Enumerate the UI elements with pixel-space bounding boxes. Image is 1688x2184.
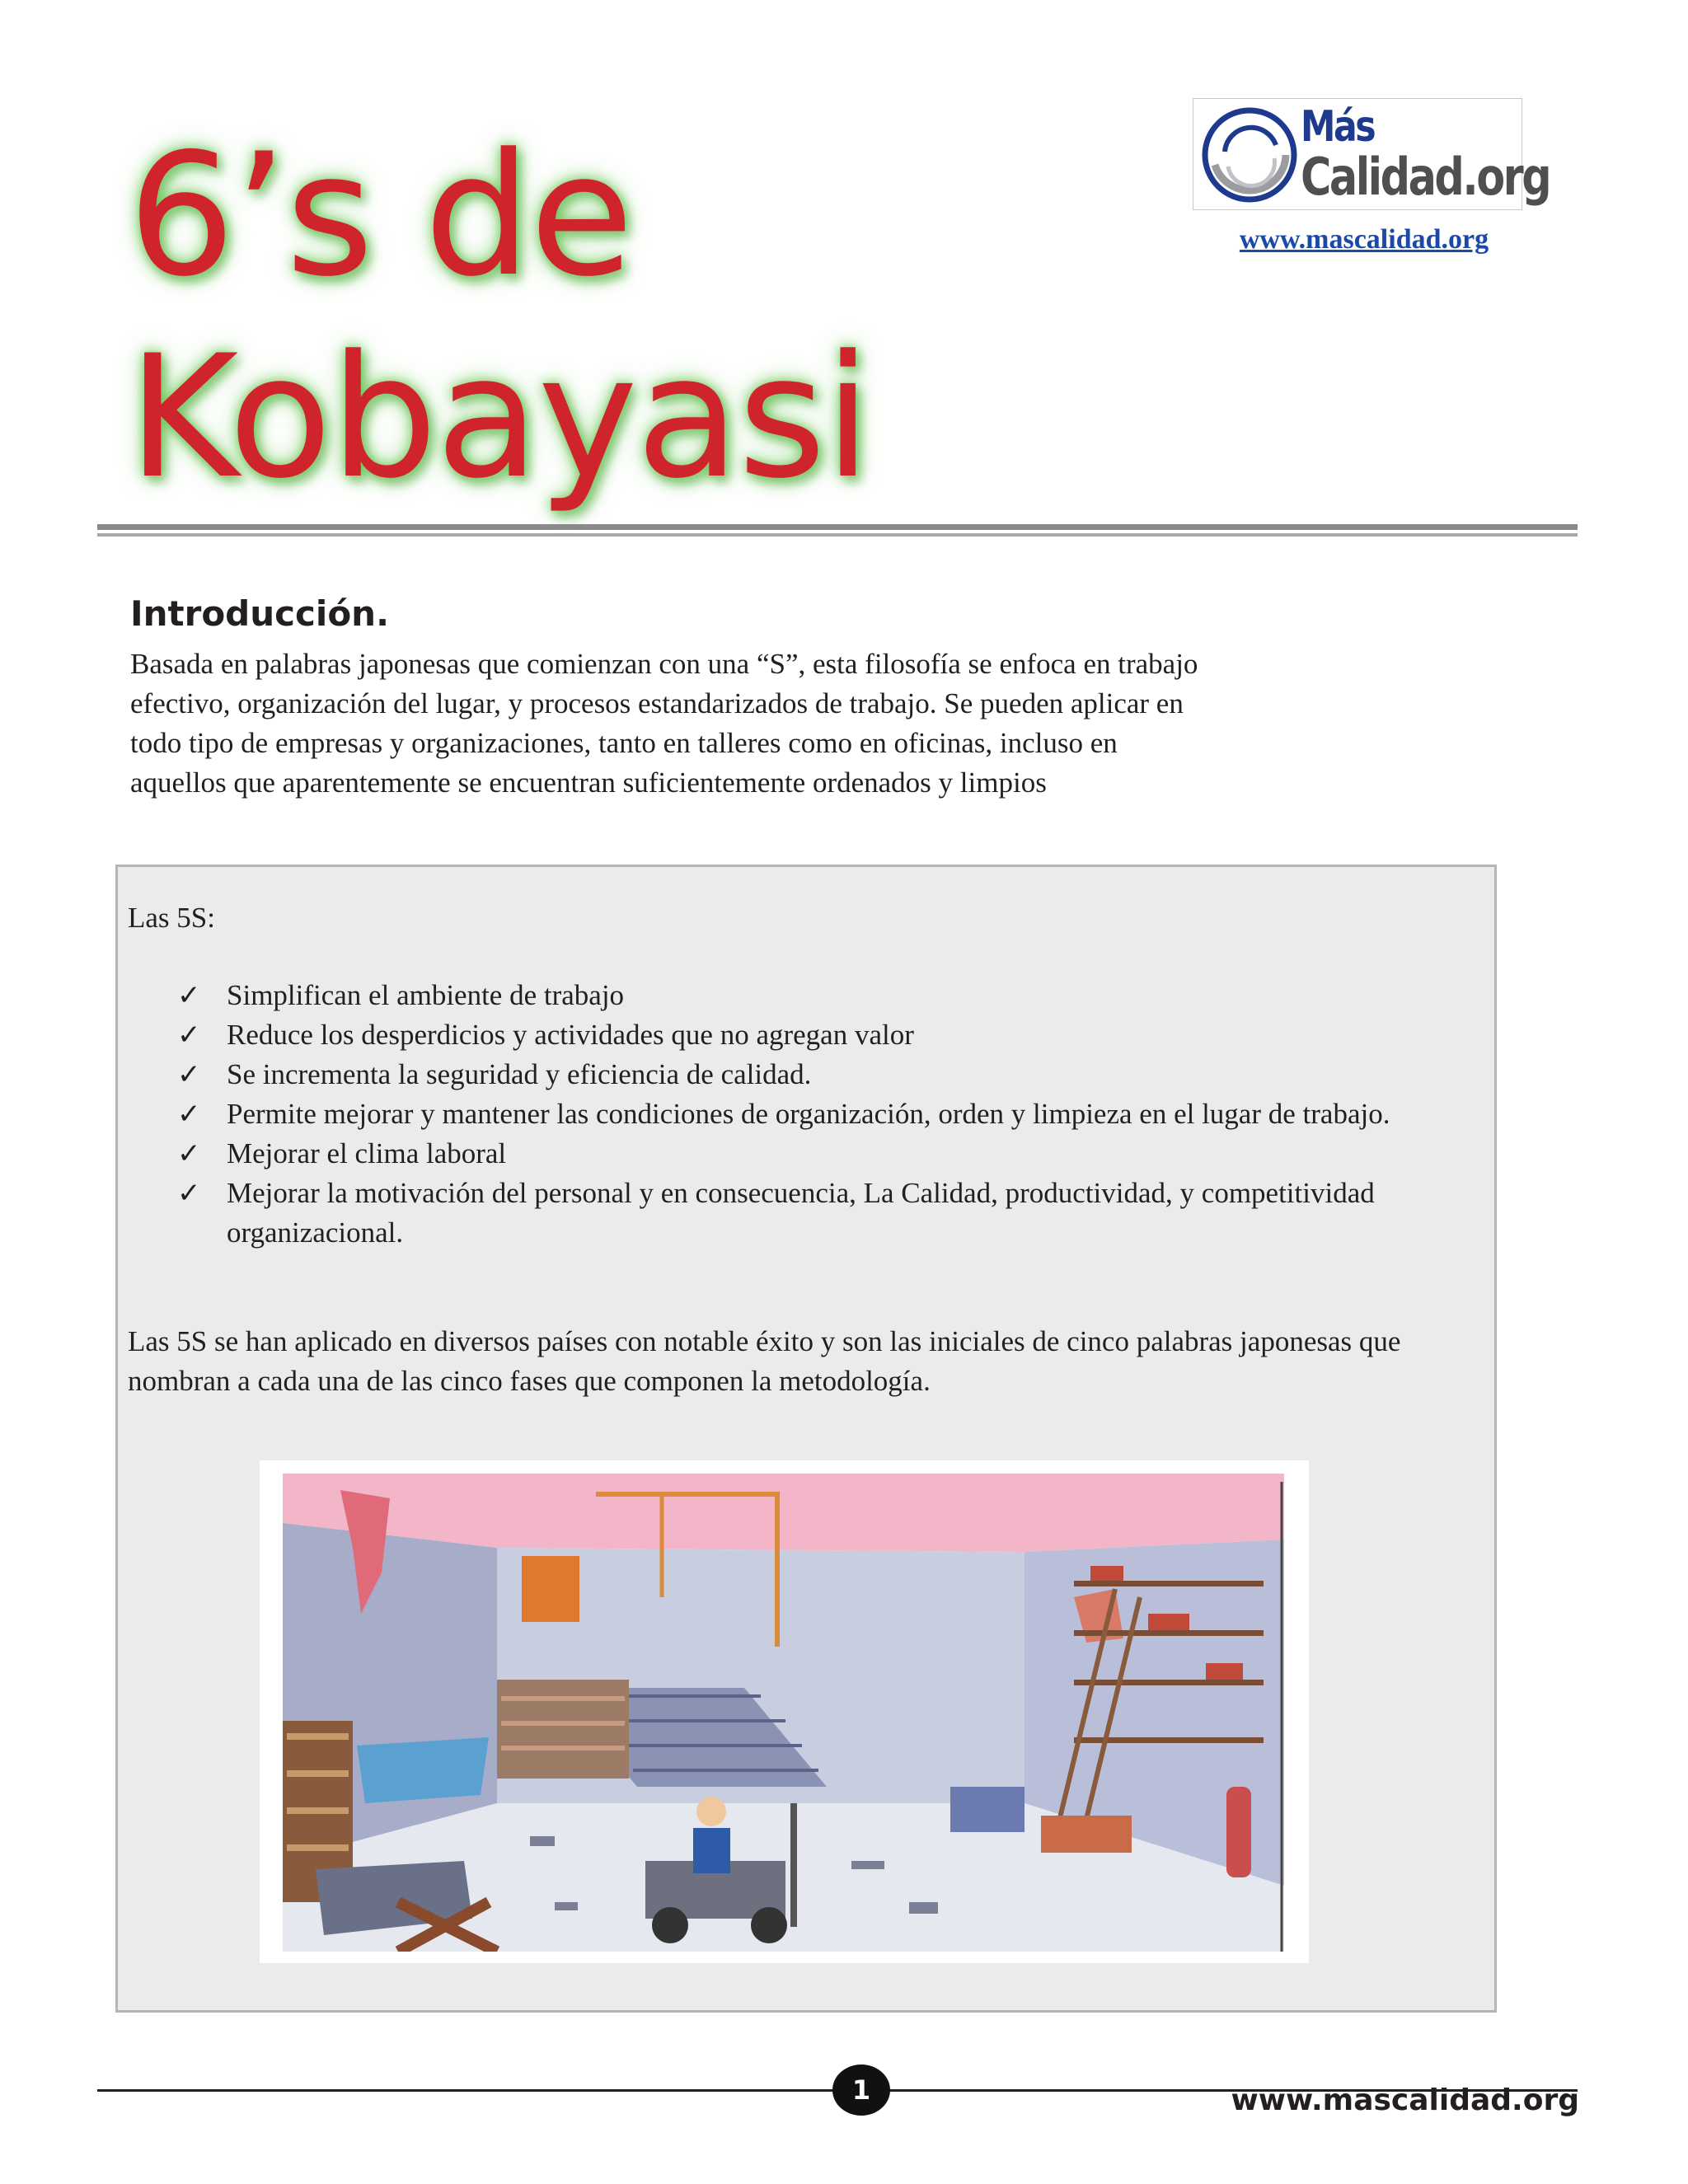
checkmark-icon: ✓: [177, 1137, 201, 1170]
swirl-circle-logo-icon: [1200, 105, 1302, 204]
five-s-box: [115, 865, 1497, 2013]
title-line-2: Kobayasi: [128, 320, 870, 516]
list-item: [177, 1134, 1463, 1174]
list-item-text: Mejorar la motivación del personal y en consecuencia, La Calidad, productividad, y competitividad organizacional.: [227, 1177, 1375, 1249]
messy-workshop-illustration: [260, 1460, 1309, 1963]
checkmark-icon: ✓: [177, 1058, 201, 1091]
logo-wordmark: [1301, 102, 1550, 207]
intro-paragraph: Basada en palabras japonesas que comienzan con una “S”, esta filosofía se enfoca en trabajo efectivo, organización del lugar, y procesos estandarizados de trabajo. Se pueden aplicar en todo tipo de empresas y organizaciones, tanto en talleres como en oficinas, incluso en aquellos que aparentemente se encuentran suficientemente ordenados y limpios: [130, 648, 1198, 799]
title-line-1: 6’s de: [128, 118, 632, 314]
benefits-list: [177, 976, 1463, 1253]
checkmark-icon: ✓: [177, 1098, 201, 1131]
header-divider: [97, 524, 1578, 530]
header-website-link[interactable]: www.mascalidad.org: [1239, 224, 1489, 255]
list-item-text: Simplifican el ambiente de trabajo: [227, 979, 625, 1011]
checkmark-icon: ✓: [177, 979, 201, 1012]
workshop-drawing: [283, 1474, 1284, 1952]
intro-heading: Introducción.: [130, 593, 390, 634]
list-item-text: Mejorar el clima laboral: [227, 1137, 507, 1169]
page-number-badge: 1: [832, 2064, 890, 2116]
checkmark-icon: ✓: [177, 1177, 201, 1210]
list-item: [177, 1055, 1463, 1094]
logo-line-1: Más: [1301, 102, 1375, 152]
list-item: [177, 976, 1463, 1015]
five-s-paragraph: Las 5S se han aplicado en diversos países con notable éxito y son las iniciales de cinco palabras japonesas que nombran a cada una de las cinco fases que componen la metodología.: [128, 1325, 1401, 1397]
list-item: [177, 1094, 1463, 1134]
mascalidad-logo[interactable]: [1193, 98, 1550, 210]
list-item-text: Permite mejorar y mantener las condiciones de organización, orden y limpieza en el lugar de trabajo.: [227, 1098, 1390, 1130]
checkmark-icon: ✓: [177, 1019, 201, 1052]
list-item: [177, 1015, 1463, 1055]
document-title: [128, 115, 870, 519]
header-divider-secondary: [97, 533, 1578, 537]
logo-line-2: Calidad.org: [1301, 147, 1550, 207]
five-s-label: Las 5S:: [128, 902, 215, 934]
footer-website-link[interactable]: www.mascalidad.org: [1231, 2083, 1579, 2117]
list-item-text: Se incrementa la seguridad y eficiencia de calidad.: [227, 1058, 812, 1090]
list-item: [177, 1174, 1463, 1253]
list-item-text: Reduce los desperdicios y actividades que no agregan valor: [227, 1019, 914, 1051]
